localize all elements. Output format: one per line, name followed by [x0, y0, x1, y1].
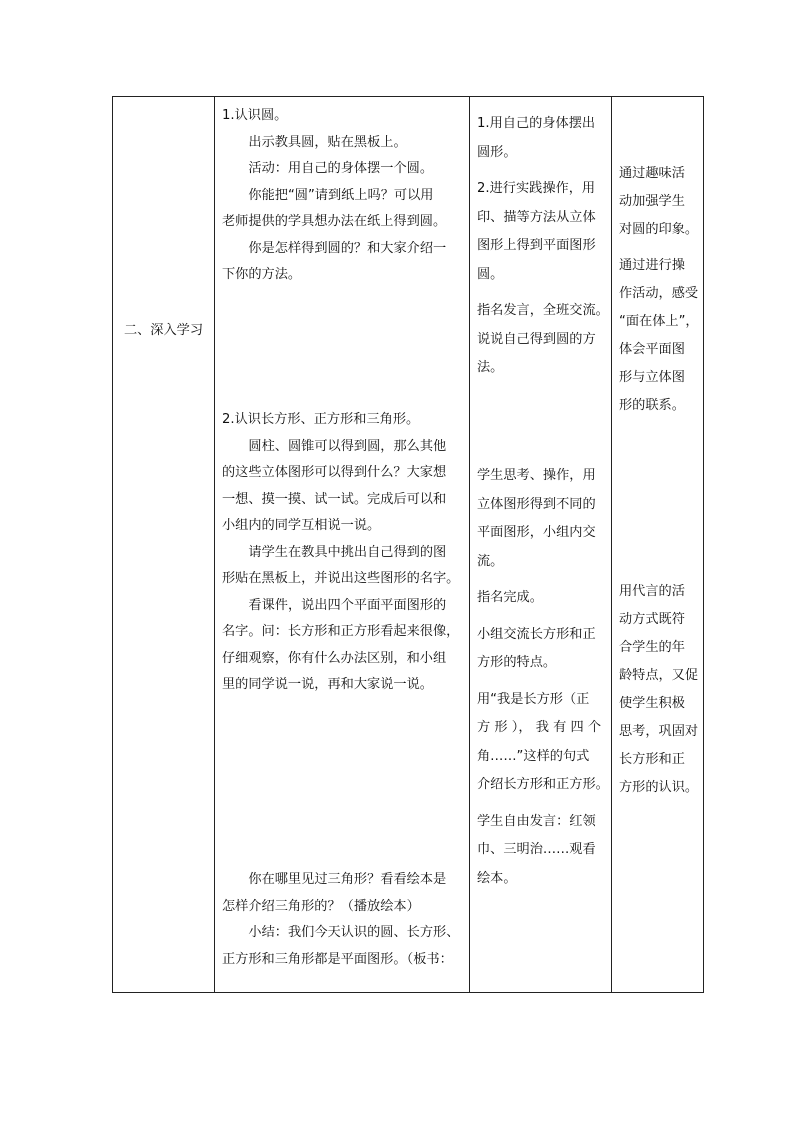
- text-line: 体会平面图: [619, 342, 685, 357]
- text-line: 圆柱、圆锥可以得到圆，那么其他: [248, 438, 447, 454]
- text-line: 学生思考、操作，用: [477, 468, 596, 483]
- text-line: 动加强学生: [619, 194, 685, 209]
- column-divider: [611, 96, 612, 993]
- teacher-activity-cell: [222, 407, 465, 699]
- text-line: 小组内的同学互相说一说。: [222, 518, 381, 533]
- text-line: 里的同学说一说，再和大家说一说。: [222, 677, 433, 692]
- student-activity-cell: [477, 110, 609, 383]
- text-line: 看课件，说出四个平面平面图形的: [248, 597, 447, 613]
- text-line: 仔细观察，你有什么办法区别，和小组: [222, 650, 447, 666]
- text-line: “面在体上”，: [619, 314, 699, 329]
- column-divider: [469, 96, 470, 993]
- text-line: 使学生积极: [619, 696, 685, 711]
- text-line: 法。: [477, 360, 504, 375]
- text-line: 绘本。: [477, 870, 517, 886]
- text-line: 介绍长方形和正方形。: [477, 777, 609, 792]
- text-line: 合学生的年: [619, 640, 685, 655]
- text-line: 用“我是长方形（正: [477, 691, 590, 707]
- text-line: 角……”这样的句式: [477, 748, 590, 764]
- text-line: 老师提供的学具想办法在纸上得到圆。: [222, 214, 447, 229]
- text-line: 长方形和正: [619, 752, 685, 767]
- text-line: 方形的认识。: [619, 780, 699, 795]
- text-line: 你在哪里见过三角形？看看绘本是: [248, 872, 447, 887]
- text-line: 通过趣味活: [619, 166, 685, 181]
- text-line: 图形上得到平面图形: [477, 238, 596, 253]
- text-line: 形贴在黑板上，并说出这些图形的名字。: [222, 571, 460, 586]
- text-line: 通过进行操: [619, 258, 685, 273]
- text-line: 名字。问：长方形和正方形看起来很像，: [222, 624, 460, 639]
- section-title: 二、深入学习: [123, 323, 204, 338]
- text-line: 下你的方法。: [222, 267, 302, 282]
- text-line: 怎样介绍三角形的？（播放绘本）: [222, 898, 420, 914]
- text-line: 印、描等方法从立体: [477, 209, 596, 225]
- text-line: 2.认识长方形、正方形和三角形。: [222, 412, 420, 427]
- design-intent-cell: [619, 160, 703, 420]
- text-line: 流。: [477, 553, 504, 569]
- text-line: 一想、摸一摸、试一试。完成后可以和: [222, 491, 447, 507]
- text-line: 平面图形，小组内交: [477, 525, 596, 540]
- text-line: 形的联系。: [619, 398, 685, 413]
- text-line: 方 形 ）， 我 有 四 个: [477, 720, 602, 735]
- text-line: 形与立体图: [619, 370, 685, 385]
- text-line: 龄特点，又促: [619, 668, 699, 683]
- text-line: 作活动，感受: [619, 286, 699, 301]
- text-line: 巾、三明治……观看: [477, 842, 596, 857]
- student-activity-cell: [477, 462, 609, 893]
- text-line: 小结：我们今天认识的圆、长方形、: [248, 925, 460, 940]
- text-line: 用代言的活: [619, 584, 685, 599]
- text-line: 的这些立体图形可以得到什么？大家想: [222, 465, 447, 480]
- teacher-activity-cell: [222, 103, 465, 289]
- text-line: 动方式既符: [619, 612, 685, 627]
- text-line: 说说自己得到圆的方: [477, 331, 596, 347]
- column-divider: [214, 96, 215, 993]
- text-line: 活动：用自己的身体摆一个圆。: [248, 161, 434, 176]
- teacher-activity-cell: [222, 867, 465, 973]
- text-line: 小组交流长方形和正: [477, 626, 596, 642]
- text-line: 方形的特点。: [477, 655, 557, 670]
- text-line: 你能把“圆”请到纸上吗？可以用: [248, 187, 434, 203]
- text-line: 圆形。: [477, 144, 517, 160]
- text-line: 指名发言，全班交流。: [477, 303, 609, 318]
- text-line: 出示教具圆，贴在黑板上。: [248, 134, 407, 150]
- text-line: 对圆的印象。: [619, 222, 699, 237]
- text-line: 你是怎样得到圆的？和大家介绍一: [248, 240, 447, 256]
- text-line: 学生自由发言：红领: [477, 813, 596, 829]
- text-line: 立体图形得到不同的: [477, 496, 596, 512]
- text-line: 1.认识圆。: [222, 108, 288, 123]
- text-line: 思考，巩固对: [619, 724, 699, 739]
- text-line: 圆。: [477, 266, 504, 282]
- text-line: 2.进行实践操作，用: [477, 181, 596, 196]
- text-line: 指名完成。: [477, 590, 543, 605]
- text-line: 1.用自己的身体摆出: [477, 116, 596, 131]
- text-line: 正方形和三角形都是平面图形。（板书：: [222, 951, 453, 967]
- text-line: 请学生在教具中挑出自己得到的图: [248, 544, 447, 560]
- design-intent-cell: [619, 578, 703, 802]
